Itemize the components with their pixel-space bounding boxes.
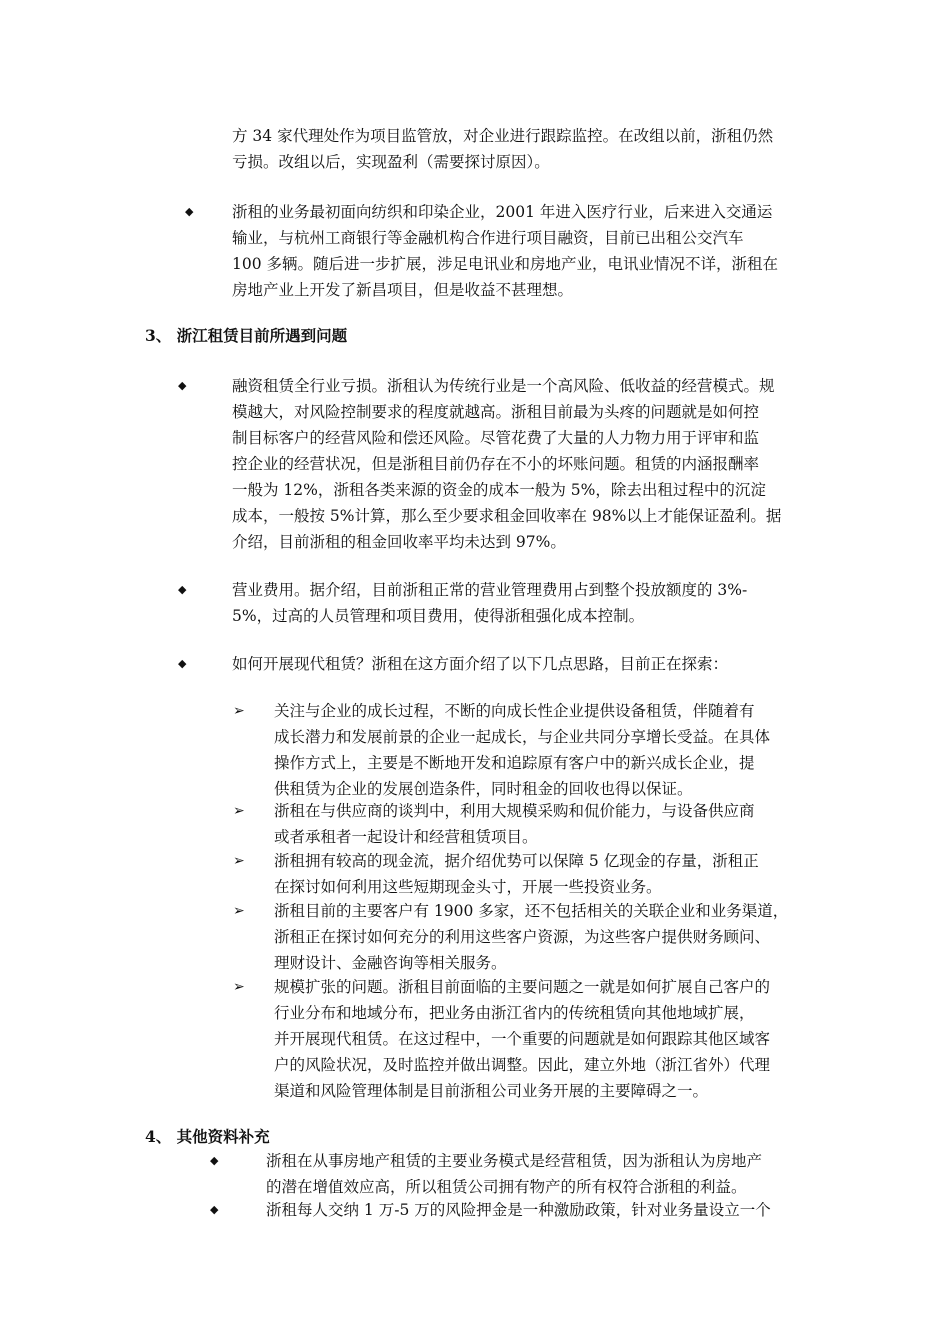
text-line: 模越大，对风险控制要求的程度就越高。浙租目前最为头疼的问题就是如何控 (232, 403, 760, 421)
text-line: 控企业的经营状况，但是浙租目前仍存在不小的坏账问题。租赁的内涵报酬率 (232, 455, 760, 473)
text-line: 渠道和风险管理体制是目前浙租公司业务开展的主要障碍之一。 (274, 1082, 709, 1100)
text-line: 成本，一般按 5%计算，那么至少要求租金回收率在 98%以上才能保证盈利。据 (232, 507, 782, 525)
text-line: 供租赁为企业的发展创造条件，同时租金的回收也得以保证。 (274, 780, 693, 798)
arrow-bullet-icon: ➢ (233, 853, 245, 869)
diamond-bullet-icon: ◆ (185, 205, 194, 218)
text-line: 浙租正在探讨如何充分的利用这些客户资源，为这些客户提供财务顾问、 (274, 928, 771, 946)
section-heading-4: 4、 其他资料补充 (145, 1127, 270, 1146)
text-line: 浙租目前的主要客户有 1900 多家，还不包括相关的关联企业和业务渠道， (274, 902, 789, 920)
text-line: 浙租拥有较高的现金流，据介绍优势可以保障 5 亿现金的存量，浙租正 (274, 852, 759, 870)
arrow-bullet-icon: ➢ (233, 903, 245, 919)
text-line: 浙租在与供应商的谈判中，利用大规模采购和侃价能力，与设备供应商 (274, 802, 755, 820)
text-line: 关注与企业的成长过程，不断的向成长性企业提供设备租赁，伴随着有 (274, 702, 755, 720)
text-line: 户的风险状况，及时监控并做出调整。因此，建立外地（浙江省外）代理 (274, 1056, 771, 1074)
text-line: 理财设计、金融咨询等相关服务。 (274, 954, 507, 972)
text-line: 5%，过高的人员管理和项目费用，使得浙租强化成本控制。 (232, 607, 645, 625)
diamond-bullet-icon: ◆ (210, 1154, 219, 1167)
arrow-bullet-icon: ➢ (233, 803, 245, 819)
text-line: 行业分布和地域分布，把业务由浙江省内的传统租赁向其他地域扩展， (274, 1004, 755, 1022)
diamond-bullet-icon: ◆ (178, 379, 187, 392)
diamond-bullet-icon: ◆ (210, 1203, 219, 1216)
text-line: 方 34 家代理处作为项目监管放，对企业进行跟踪监控。在改组以前，浙租仍然 (232, 127, 774, 145)
text-line: 浙租的业务最初面向纺织和印染企业，2001 年进入医疗行业，后来进入交通运 (232, 203, 773, 221)
text-line: 或者承租者一起设计和经营租赁项目。 (274, 828, 538, 846)
text-line: 如何开展现代租赁？浙租在这方面介绍了以下几点思路，目前正在探索： (232, 655, 729, 673)
text-line: 的潜在增值效应高，所以租赁公司拥有物产的所有权符合浙租的利益。 (266, 1178, 747, 1196)
text-line: 房地产业上开发了新昌项目，但是收益不甚理想。 (232, 281, 574, 299)
text-line: 亏损。改组以后，实现盈利（需要探讨原因）。 (232, 153, 550, 171)
text-line: 融资租赁全行业亏损。浙租认为传统行业是一个高风险、低收益的经营模式。规 (232, 377, 775, 395)
text-line: 浙租每人交纳 1 万-5 万的风险押金是一种激励政策，针对业务量设立一个 (266, 1201, 771, 1219)
text-line: 介绍，目前浙租的租金回收率平均未达到 97%。 (232, 533, 566, 551)
diamond-bullet-icon: ◆ (178, 657, 187, 670)
text-line: 规模扩张的问题。浙租目前面临的主要问题之一就是如何扩展自己客户的 (274, 978, 771, 996)
section-heading-3: 3、 浙江租赁目前所遇到问题 (145, 326, 348, 345)
diamond-bullet-icon: ◆ (178, 583, 187, 596)
arrow-bullet-icon: ➢ (233, 979, 245, 995)
text-line: 制目标客户的经营风险和偿还风险。尽管花费了大量的人力物力用于评审和监 (232, 429, 760, 447)
text-line: 输业，与杭州工商银行等金融机构合作进行项目融资，目前已出租公交汽车 (232, 229, 744, 247)
text-line: 成长潜力和发展前景的企业一起成长，与企业共同分享增长受益。在具体 (274, 728, 771, 746)
text-line: 并开展现代租赁。在这过程中，一个重要的问题就是如何跟踪其他区域客 (274, 1030, 771, 1048)
arrow-bullet-icon: ➢ (233, 703, 245, 719)
text-line: 营业费用。据介绍，目前浙租正常的营业管理费用占到整个投放额度的 3%- (232, 581, 748, 599)
text-line: 操作方式上，主要是不断地开发和追踪原有客户中的新兴成长企业，提 (274, 754, 755, 772)
text-line: 在探讨如何利用这些短期现金头寸，开展一些投资业务。 (274, 878, 662, 896)
text-line: 浙租在从事房地产租赁的主要业务模式是经营租赁，因为浙租认为房地产 (266, 1152, 763, 1170)
text-line: 一般为 12%，浙租各类来源的资金的成本一般为 5%，除去出租过程中的沉淀 (232, 481, 766, 499)
text-line: 100 多辆。随后进一步扩展，涉足电讯业和房地产业，电讯业情况不详，浙租在 (232, 255, 779, 273)
